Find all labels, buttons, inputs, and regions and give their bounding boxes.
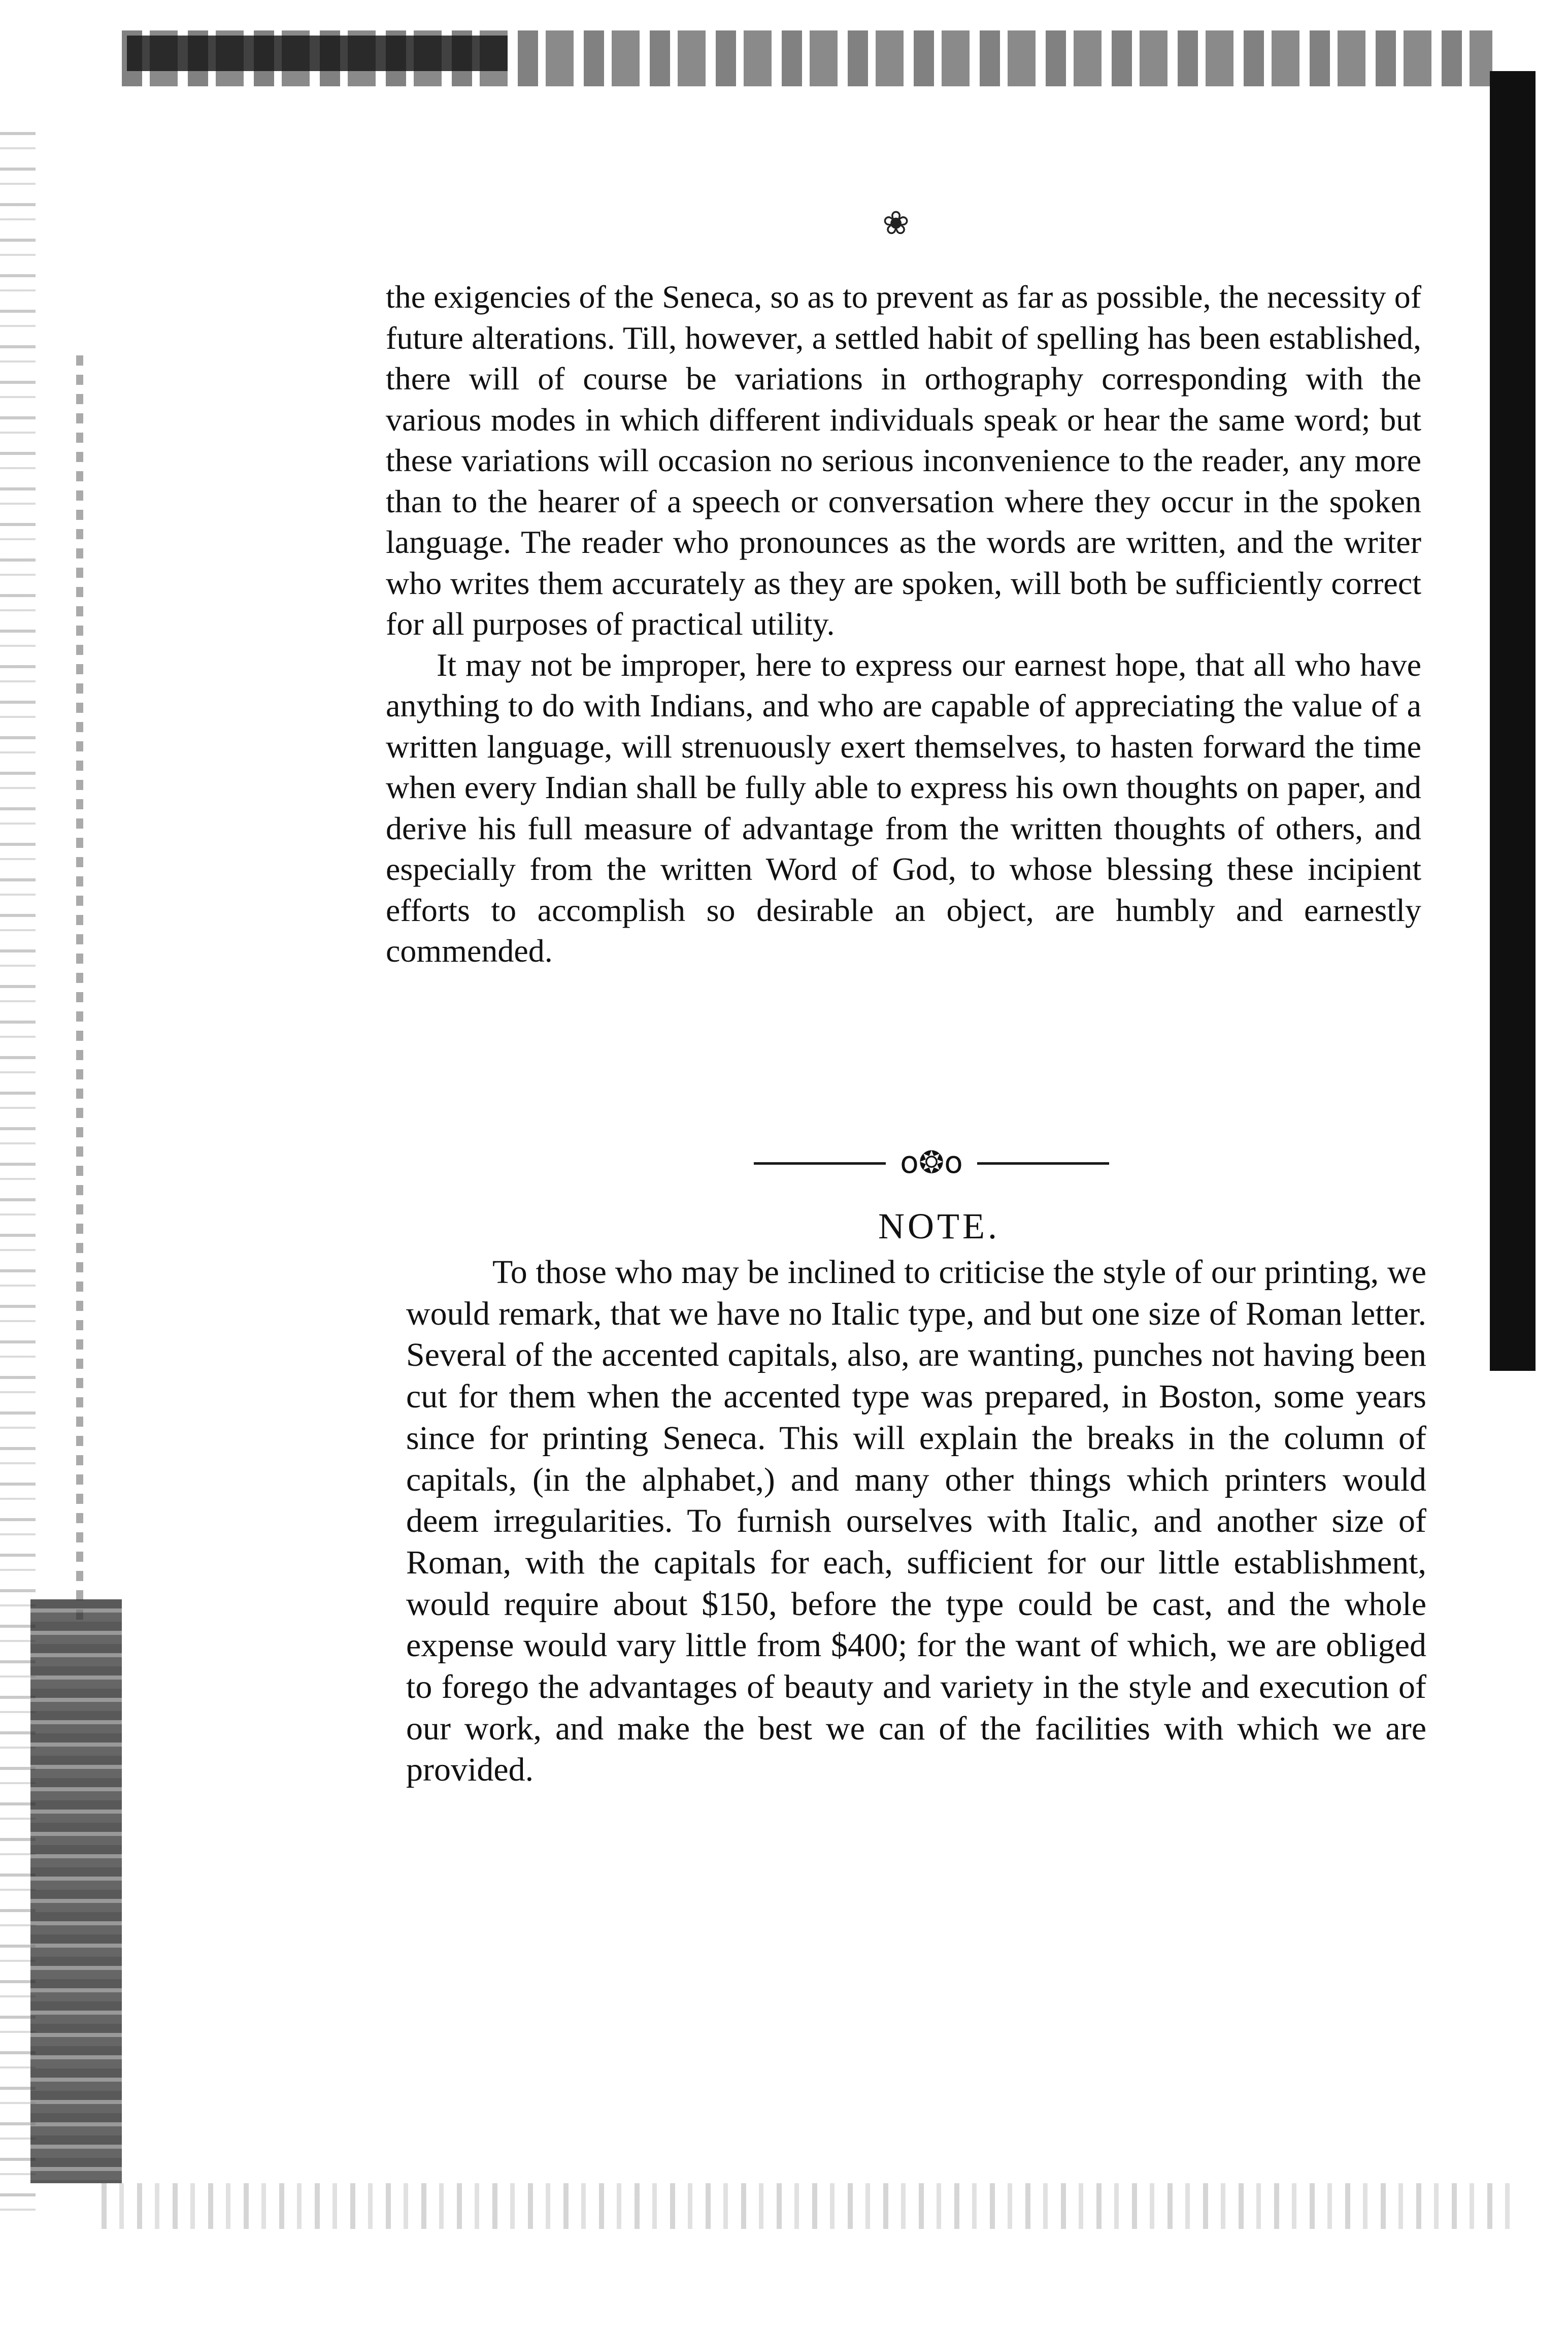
note-heading: NOTE. bbox=[878, 1206, 1000, 1246]
main-text bbox=[386, 277, 1421, 972]
paragraph-hope: It may not be improper, here to express our earnest hope, that all who have anything to do with Indians, and who are capable of appreciating the value of a written language, will strenuously exert themselves, to hasten forward the time when every Indian shall be fully able to express his own thoughts on paper, and derive his full measure of advantage from the written thoughts of others, and especially from the written Word of God, to whose blessing these incipient efforts to accomplish so desirable an object, are humbly and earnestly commended. bbox=[386, 646, 1421, 969]
note-body: To those who may be inclined to criticise the style of our printing, we would remark, that we have no Italic type, and but one size of Roman letter. Several of the accented capitals, also, are wanting, punches not having been cut for them when the accented type was prepared, in Boston, some years since for printing Seneca. This will explain the breaks in the column of capitals, (in the alphabet,) and many other things which printers would deem irregularities. To furnish ourselves with Italic, and another size of Roman, with the capitals for each, sufficient for our little establishment, would require about $150, before the type could be cast, and the whole expense would vary little from $400; for the want of which, we are obliged to forego the advantages of beauty and variety in the style and execution of our work, and make the best we can of the facilities with which we are provided. bbox=[406, 1254, 1426, 1789]
separator-ornament: o❂o bbox=[900, 1145, 963, 1180]
scan-artifact-bottom bbox=[102, 2183, 1523, 2229]
separator-rule-right bbox=[977, 1162, 1109, 1165]
page-mark-ornament: ❀ bbox=[882, 205, 910, 242]
section-separator bbox=[754, 1140, 1109, 1186]
scan-artifact-left-dark bbox=[30, 1599, 122, 2183]
paragraph-orthography: the exigencies of the Seneca, so as to prevent as far as possible, the necessity of future alterations. Till, however, a settled habit of spelling has been established, there will of course be variations in orthography corresponding with the various modes in which different individuals speak or hear the same word; but these variations will occasion no serious inconvenience to the reader, any more than to the hearer of a speech or conversation where they occur in the spoken language. The reader who pronounces as the words are written, and the writer who writes them accurately as they are spoken, will both be sufficiently correct for all purposes of practical utility. bbox=[386, 279, 1421, 642]
separator-rule-left bbox=[754, 1162, 886, 1165]
scan-artifact-top-dark bbox=[127, 36, 508, 71]
scan-artifact-right-bar bbox=[1490, 71, 1536, 1371]
scan-artifact-left-line bbox=[76, 355, 83, 1625]
